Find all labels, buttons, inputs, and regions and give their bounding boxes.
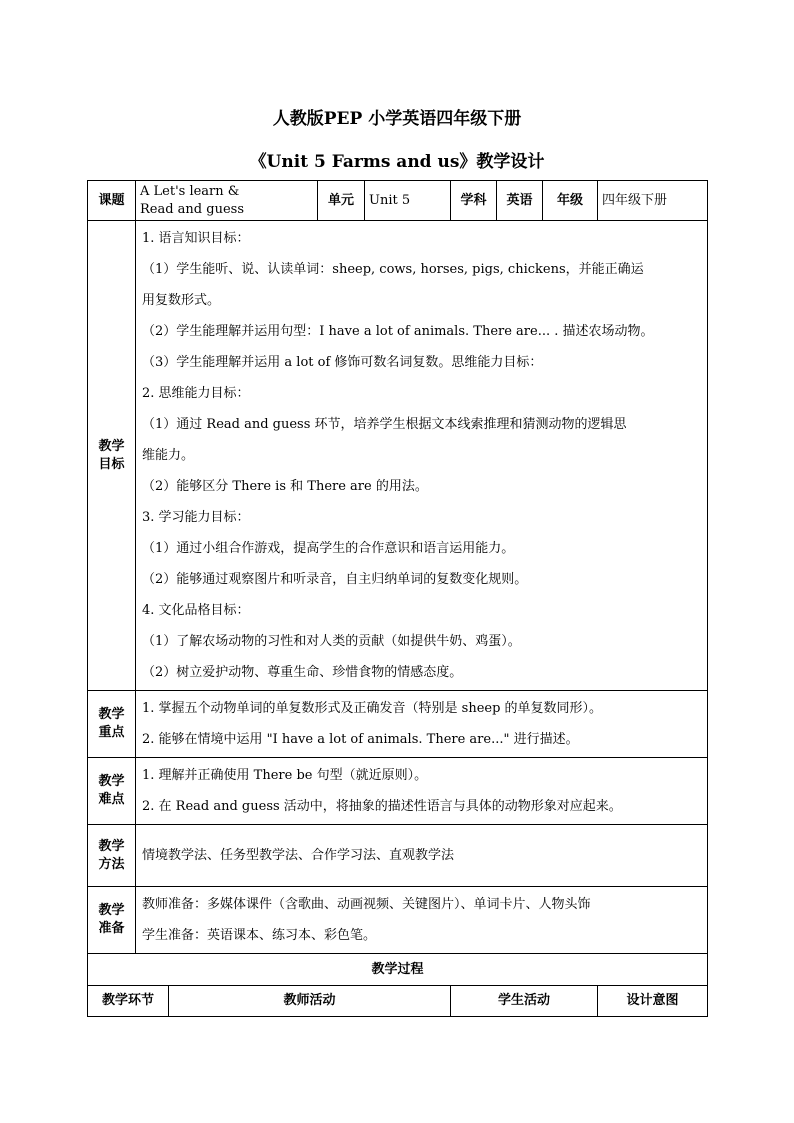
key-points-content — [136, 691, 708, 758]
objective-line: （1）通过小组合作游戏，提高学生的合作意识和语言运用能力。 — [142, 541, 515, 556]
preparation-label-line1: 教学 — [98, 903, 125, 918]
document-subtitle: 《Unit 5 Farms and us》教学设计 — [249, 152, 545, 172]
preparation-line: 教师准备：多媒体课件（含歌曲、动画视频、关键图片）、单词卡片、人物头饰 — [142, 897, 591, 912]
key-points-label-line2: 重点 — [98, 725, 125, 740]
difficulties-label-line2: 难点 — [98, 792, 125, 807]
objectives-content — [136, 221, 708, 691]
preparation-content — [136, 887, 708, 954]
difficulties-label-line1: 教学 — [98, 774, 125, 789]
info-row — [88, 181, 708, 221]
objective-line: 2. 思维能力目标： — [142, 386, 250, 401]
objective-line: （2）树立爱护动物、尊重生命、珍惜食物的情感态度。 — [142, 665, 463, 680]
methods-label-line1: 教学 — [98, 838, 125, 854]
objective-line: （2）学生能理解并运用句型：I have a lot of animals. There are... . 描述农场动物。 — [142, 324, 654, 339]
key-points-row — [88, 691, 708, 758]
lesson-plan-table — [87, 180, 708, 1017]
grade-label: 年级 — [543, 181, 598, 221]
document-title: 人教版PEP 小学英语四年级下册 — [272, 109, 522, 129]
topic-value — [136, 181, 318, 221]
objective-line: 1. 语言知识目标： — [142, 231, 250, 246]
objective-line: （1）了解农场动物的习性和对人类的贡献（如提供牛奶、鸡蛋）。 — [142, 634, 521, 649]
preparation-line: 学生准备：英语课本、练习本、彩色笔。 — [142, 928, 377, 943]
process-col-student: 学生活动 — [451, 986, 598, 1017]
objective-line: 4. 文化品格目标： — [142, 603, 250, 618]
preparation-row — [88, 887, 708, 954]
subject-label: 学科 — [451, 181, 497, 221]
methods-content — [136, 825, 708, 887]
key-point-line: 2. 能够在情境中运用 "I have a lot of animals. There are..." 进行描述。 — [142, 732, 579, 747]
methods-text: 情境教学法、任务型教学法、合作学习法、直观教学法 — [142, 848, 455, 863]
objective-line: （1）通过 Read and guess 环节，培养学生根据文本线索推理和猜测动物的逻辑思 — [142, 417, 627, 432]
grade-value: 四年级下册 — [598, 181, 708, 221]
unit-label: 单元 — [318, 181, 365, 221]
subject-value: 英语 — [497, 181, 543, 221]
difficulty-line: 1. 理解并正确使用 There be 句型（就近原则）。 — [142, 768, 428, 783]
topic-label: 课题 — [88, 181, 136, 221]
methods-row — [88, 825, 708, 887]
topic-value-line2: Read and guess — [140, 201, 244, 217]
objective-line: （3）学生能理解并运用 a lot of 修饰可数名词复数。思维能力目标： — [142, 355, 543, 370]
objectives-label — [88, 221, 136, 691]
unit-value: Unit 5 — [365, 181, 451, 221]
difficulty-line: 2. 在 Read and guess 活动中，将抽象的描述性语言与具体的动物形象对应起来。 — [142, 799, 622, 814]
process-title: 教学过程 — [88, 954, 708, 986]
objective-line: 维能力。 — [142, 448, 195, 463]
objective-line: 3. 学习能力目标： — [142, 510, 250, 525]
difficulties-row — [88, 758, 708, 825]
objective-line: 用复数形式。 — [142, 293, 221, 308]
objectives-label-line2: 目标 — [98, 456, 125, 472]
objective-line: （2）能够区分 There is 和 There are 的用法。 — [142, 479, 428, 494]
methods-label-line2: 方法 — [98, 856, 125, 872]
topic-value-line1: A Let's learn & — [140, 183, 240, 199]
objectives-label-line1: 教学 — [98, 438, 125, 454]
difficulties-label — [88, 758, 136, 825]
process-col-stage: 教学环节 — [88, 986, 169, 1017]
difficulties-content — [136, 758, 708, 825]
key-point-line: 1. 掌握五个动物单词的单复数形式及正确发音（特别是 sheep 的单复数同形）。 — [142, 701, 603, 716]
objective-line: （1）学生能听、说、认读单词：sheep, cows, horses, pigs, chickens，并能正确运 — [142, 262, 644, 277]
process-title-row — [88, 954, 708, 986]
key-points-label-line1: 教学 — [98, 707, 125, 722]
preparation-label — [88, 887, 136, 954]
process-col-teacher: 教师活动 — [169, 986, 451, 1017]
key-points-label — [88, 691, 136, 758]
objectives-row — [88, 221, 708, 691]
preparation-label-line2: 准备 — [98, 921, 125, 936]
process-header-row — [88, 986, 708, 1017]
process-col-intent: 设计意图 — [598, 986, 708, 1017]
objective-line: （2）能够通过观察图片和听录音，自主归纳单词的复数变化规则。 — [142, 572, 528, 587]
methods-label — [88, 825, 136, 887]
